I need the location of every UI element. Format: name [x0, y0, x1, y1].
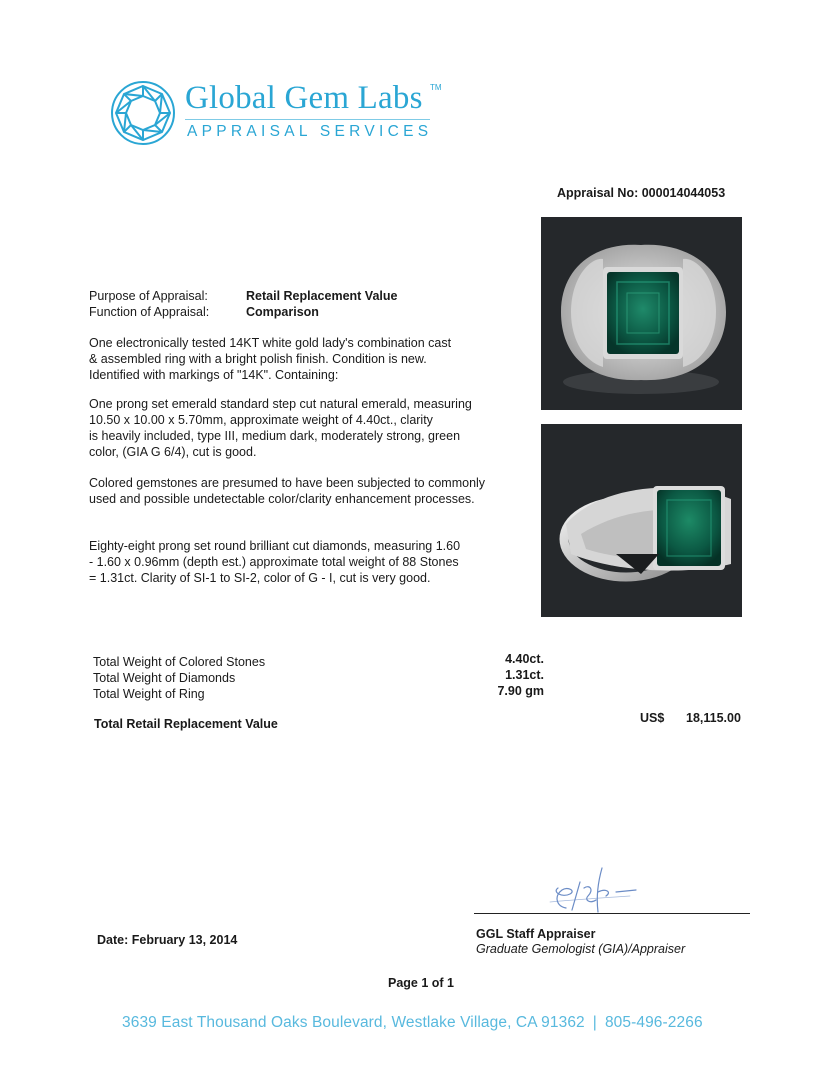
text-line: Identified with markings of "14K". Containing:	[89, 368, 339, 382]
ring-photo-side	[541, 424, 742, 617]
function-label: Function of Appraisal:	[89, 305, 210, 319]
trademark-mark: TM	[430, 83, 442, 92]
appraisal-number: Appraisal No: 000014044053	[557, 186, 726, 200]
text-line: One prong set emerald standard step cut natural emerald, measuring	[89, 397, 472, 411]
function-row	[89, 304, 319, 320]
text-line: is heavily included, type III, medium dark, moderately strong, green	[89, 429, 461, 443]
total-diamonds-label: Total Weight of Diamonds	[93, 671, 236, 685]
text-line: - 1.60 x 0.96mm (depth est.) approximate total weight of 88 Stones	[89, 555, 459, 569]
purpose-label: Purpose of Appraisal:	[89, 289, 208, 303]
gemstone-notice	[89, 475, 529, 507]
total-diamonds-value: 1.31ct.	[505, 668, 544, 682]
total-colored-stones-value: 4.40ct.	[505, 652, 544, 666]
total-ring-weight-value: 7.90 gm	[497, 684, 544, 698]
emerald-description	[89, 396, 529, 460]
appraiser-title: Graduate Gemologist (GIA)/Appraiser	[476, 942, 686, 956]
text-line: Eighty-eight prong set round brilliant cut diamonds, measuring 1.60	[89, 539, 461, 553]
footer-phone: 805-496-2266	[604, 1014, 703, 1031]
logo-divider	[185, 119, 430, 120]
purpose-row	[89, 288, 397, 304]
text-line: & assembled ring with a bright polish finish. Condition is new.	[89, 352, 427, 366]
signature-line	[474, 913, 750, 914]
text-line: used and possible undetectable color/clarity enhancement processes.	[89, 492, 475, 506]
text-line: = 1.31ct. Clarity of SI-1 to SI-2, color of G - I, cut is very good.	[89, 571, 431, 585]
logo-wordmark: Global Gem Labs	[185, 80, 423, 116]
total-ring-weight-label: Total Weight of Ring	[93, 687, 205, 701]
appraisal-date: Date: February 13, 2014	[97, 933, 238, 947]
signature-image	[540, 858, 660, 918]
diamond-description	[89, 538, 529, 586]
function-value: Comparison	[246, 305, 319, 319]
footer-address: 3639 East Thousand Oaks Boulevard, Westlake Village, CA 91362	[122, 1014, 585, 1031]
text-line: 10.50 x 10.00 x 5.70mm, approximate weight of 4.40ct., clarity	[89, 413, 433, 427]
appraiser-name: GGL Staff Appraiser	[476, 927, 596, 941]
footer-separator: |	[592, 1014, 597, 1031]
page-number: Page 1 of 1	[388, 976, 454, 990]
total-colored-stones-label: Total Weight of Colored Stones	[93, 655, 266, 669]
retail-amount: 18,115.00	[686, 711, 741, 725]
retail-value-label: Total Retail Replacement Value	[94, 717, 278, 731]
footer-contact	[122, 1014, 703, 1032]
purpose-value: Retail Replacement Value	[246, 289, 398, 303]
retail-currency: US$	[640, 711, 665, 725]
gem-logo-icon	[108, 78, 178, 148]
logo-subtitle: APPRAISAL SERVICES	[187, 123, 433, 140]
text-line: Colored gemstones are presumed to have been subjected to commonly	[89, 476, 486, 490]
ring-photo-front	[541, 217, 742, 410]
text-line: One electronically tested 14KT white gold lady's combination cast	[89, 336, 452, 350]
ring-description	[89, 335, 529, 383]
text-line: color, (GIA G 6/4), cut is good.	[89, 445, 257, 459]
